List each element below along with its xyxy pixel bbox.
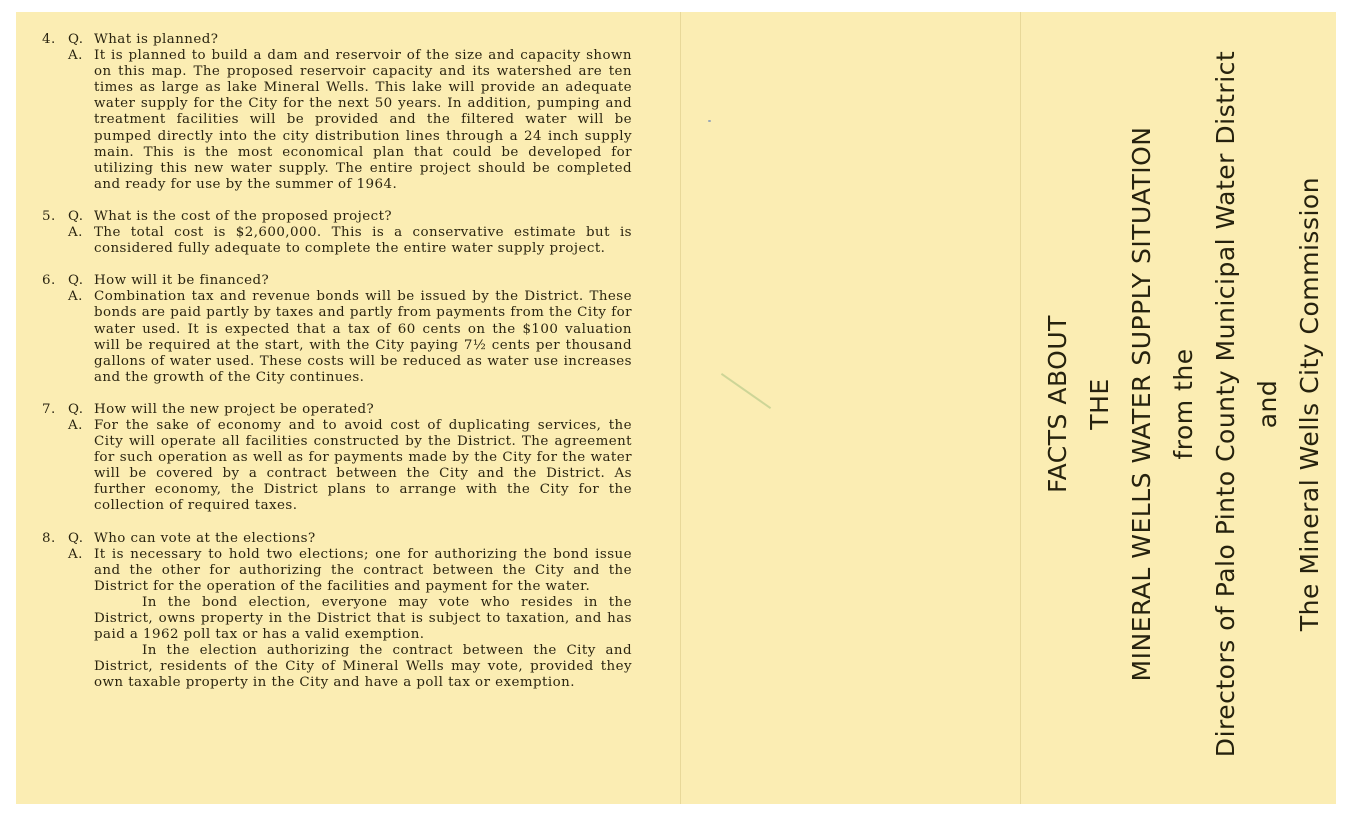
question-text: How will the new project be operated? <box>94 401 375 417</box>
cover-line-from-the: from the <box>1169 348 1198 460</box>
q-label: Q. <box>68 530 84 546</box>
cover-line-commission: The Mineral Wells City Commission <box>1295 176 1324 632</box>
qa-item-8 <box>42 531 632 692</box>
q-label: Q. <box>68 208 84 224</box>
answer-text: For the sake of economy and to avoid cost of duplicating services, the City will operate all facilities constructed by the District. The agreement for such operation as well as for payments made by the City for the water will be covered by a contract between the City and the District. As further economy, the District plans to arrange with the City for the collection of required taxes. <box>94 417 632 514</box>
answer-paragraph: In the bond election, everyone may vote who resides in the District, owns property in the District that is subject to taxation, and has paid a 1962 poll tax or has a valid exemption. <box>94 594 632 643</box>
cover-line-directors: Directors of Palo Pinto County Municipal Water District <box>1211 50 1240 758</box>
question-number: 6. <box>42 273 56 289</box>
qa-item-4 <box>42 32 632 193</box>
cover-panel <box>1034 24 1334 784</box>
fold-line <box>1020 12 1021 804</box>
brochure-sheet <box>16 12 1336 804</box>
qa-panel <box>42 32 632 707</box>
qa-item-7 <box>42 402 632 515</box>
question-text: How will it be financed? <box>94 273 270 289</box>
a-label: A. <box>68 225 83 241</box>
question-text: What is the cost of the proposed project? <box>94 208 393 224</box>
qa-item-5 <box>42 209 632 257</box>
q-label: Q. <box>68 32 84 47</box>
fold-line <box>680 12 681 804</box>
a-label: A. <box>68 546 83 562</box>
qa-item-6 <box>42 273 632 386</box>
answer-paragraph: In the election authorizing the contract between the City and District, residents of the City of Mineral Wells may vote, provided they own taxable property in the City and have a poll tax or exemption. <box>94 643 632 691</box>
answer-text: It is necessary to hold two elections; one for authorizing the bond issue and the other for authorizing the contract between the City and the District for the operation of the facilities and payment for the water. <box>94 546 632 594</box>
answer-text: It is planned to build a dam and reservoir of the size and capacity shown on this map. The proposed reservoir capacity and its watershed are ten times as large as lake Mineral Wells. This lake will provide an adequate water supply for the City for the next 50 years. In addition, pumping and treatment facilities will be provided and the filtered water will be pumped directly into the city distribution lines through a 24 inch supply main. This is the most economical plan that could be developed for utilizing this new water supply. The entire project should be completed and ready for use by the summer of 1964. <box>94 48 632 192</box>
question-number: 7. <box>42 401 56 417</box>
a-label: A. <box>68 417 83 433</box>
paper-speck <box>708 120 711 122</box>
cover-line-and: and <box>1253 379 1282 429</box>
question-text: Who can vote at the elections? <box>94 530 316 546</box>
answer-text: The total cost is $2,600,000. This is a conservative estimate but is considered fully adequate to complete the entire water supply project. <box>94 225 632 257</box>
paper-mark <box>721 373 771 409</box>
question-number: 5. <box>42 208 56 224</box>
question-number: 8. <box>42 530 56 546</box>
q-label: Q. <box>68 401 84 417</box>
answer-text: Combination tax and revenue bonds will be issued by the District. These bonds are paid partly by taxes and partly from payments from the City for water used. It is expected that a tax of 60 cents on the $100 valuation will be required at the start, with the City paying 7½ cents per thousand gallons of water used. These costs will be reduced as water use increases and the growth of the City continues. <box>94 289 632 385</box>
cover-title <box>1037 24 1331 784</box>
question-text: What is planned? <box>94 32 219 47</box>
q-label: Q. <box>68 273 84 289</box>
a-label: A. <box>68 289 83 305</box>
question-number: 4. <box>42 32 56 47</box>
cover-line-main-title: MINERAL WELLS WATER SUPPLY SITUATION <box>1127 126 1156 682</box>
cover-line-the: THE <box>1085 378 1114 430</box>
cover-line-facts-about: FACTS ABOUT <box>1043 315 1072 493</box>
a-label: A. <box>68 48 83 64</box>
